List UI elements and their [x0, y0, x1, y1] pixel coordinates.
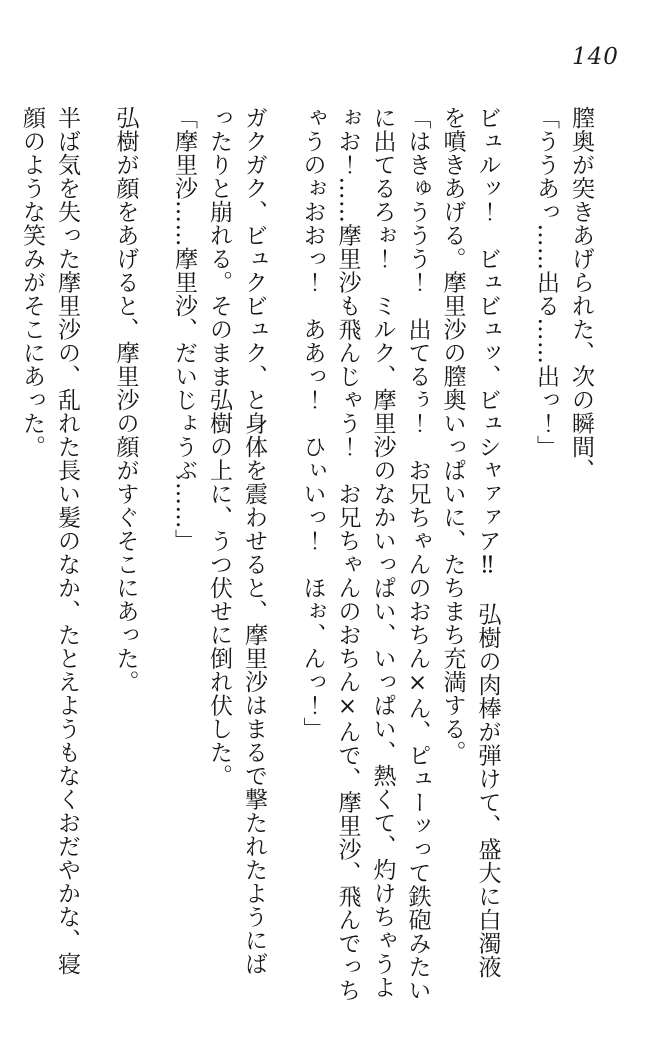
text-line: ぉお！……摩里沙も飛んじゃう！ お兄ちゃんのおちん×んで、摩里沙、飛んでっち: [334, 106, 361, 1002]
text-line: に出てるろぉ！ ミルク、摩里沙のなかいっぱい、いっぱい、熱くて、灼けちゃうよ: [369, 106, 396, 999]
text-line: ガクガク、ビュクビュク、と身体を震わせると、摩里沙はまるで撃たれたようにば: [241, 106, 267, 976]
text-line: 「ううあっ……出る……出っ！」: [533, 106, 559, 459]
text-block: [14, 106, 598, 1002]
text-line: ビュルッ！ ビュビュッ、ビュシャァァア‼ 弘樹の肉棒が弾けて、盛大に白濁液: [474, 106, 501, 979]
text-line: ったりと崩れる。そのまま弘樹の上に、うつ伏せに倒れ伏した。: [206, 106, 232, 788]
text-line: 半ば気を失った摩里沙の、乱れた長い髪のなか、たとえようもなくおだやかな、寝: [54, 106, 80, 976]
text-line: 「はきゅううう！ 出てるぅ！ お兄ちゃんのおちん×ん、ピューッって鉄砲みたい: [404, 106, 431, 1002]
text-line: 膣奥が突きあげられた、次の瞬間、: [568, 106, 594, 482]
text-line: ゃうのぉおおっ！ ああっ！ ひぃいっ！ ほぉ、んっ！」: [299, 106, 326, 741]
text-line: 顔のような笑みがそこにあった。: [19, 106, 45, 459]
text-line: を噴きあげる。摩里沙の膣奥いっぱいに、たちまち充満する。: [439, 106, 466, 764]
text-line: 「摩里沙……摩里沙、だいじょうぶ……」: [171, 106, 197, 553]
text-line: 弘樹が顔をあげると、摩里沙の顔がすぐそこにあった。: [112, 106, 139, 694]
page-number: 140: [572, 44, 619, 70]
